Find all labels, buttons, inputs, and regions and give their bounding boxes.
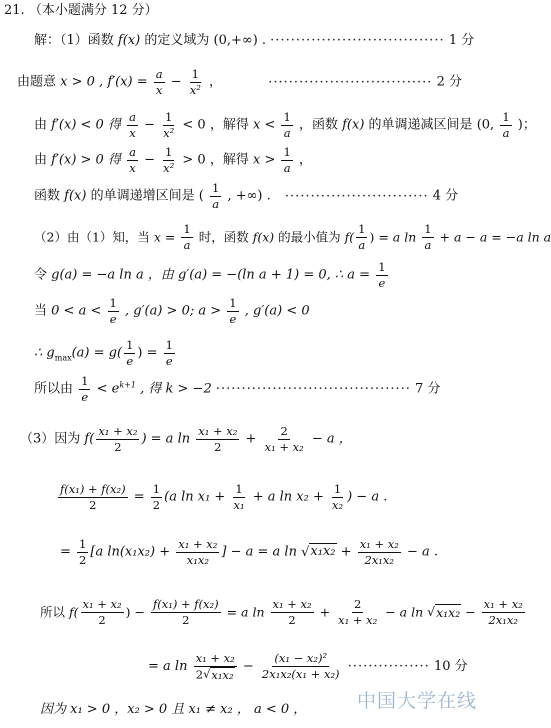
fraction-1-over-x2: $\frac{1}{\text{x²}}$ [189,67,201,97]
problem-number: 21. [4,3,25,18]
problem-header [4,3,158,20]
part3-because-line: 因为 x₁ > 0 ，x₂ > 0 且 x₁ ≠ x₂ ， a < 0 ， [40,702,307,717]
part1-derivative-line: 由题意 x > 0 , f′(x) = $\frac{a}{x}$ − $\frac{1}{\text{x²}}$ ， ································ 2 分 [17,67,462,97]
part2-g-mono-line: 当 0 < a < $\frac{1}{e}$ , g′(a) > 0; a > $\frac{1}{e}$ , g′(a) < 0 [34,296,310,326]
part2-g-def-line: 令 g(a) = −a ln a ，由 g′(a) = −(ln a + 1) = 0, ∴ a = $\frac{1}{e}$ [34,260,386,290]
part3-difference-line: 所以 f( $\frac{\text{x₁ + x₂}}{2}$ ) − $\frac{\text{f(x₁) + f(x₂)}}{2}$ = a ln $\frac{\text{x₁ + x₂}}{2}$ + $\frac{2}{\text{x₁ + x₂}}$ − a ln √x₁x₂ − $\frac{\text{x₁ + x₂}}{\text{2x₁x₂}}$ [40,597,523,627]
score-2: 2 分 [436,74,462,90]
part1-inc-interval-line: 函数 f(x) 的单调递增区间是 ( $\frac{1}{a}$ , +∞) . ···························· 4 分 [34,181,459,211]
score-7: 7 分 [415,381,441,397]
score-1: 1 分 [448,33,475,48]
watermark-logo: 中国大学在线 [357,690,478,712]
fraction-a-over-x: $\frac{a}{x}$ [155,67,163,97]
score-4: 4 分 [432,188,459,204]
part2-g-max-line: ∴ $g_{max}(a) = g$( $\frac{1}{e}$ ) = $\frac{1}{e}$ [34,338,173,368]
part3-intro-line: （3）因为 f( $\frac{\text{x₁ + x₂}}{2}$ ) = a ln $\frac{\text{x₁ + x₂}}{2}$ + $\frac{2}{\text{x₁ + x₂}}$ − a ， [20,424,352,454]
part2-min-line: （2）由（1）知，当 x = $\frac{1}{a}$ 时，函数 f(x) 的最小值为 f( $\frac{1}{a}$ ) = a ln $\frac{1}{a}$ + a − a = −a ln a [34,222,551,252]
part3-simplified-line: = $\frac{1}{2}$ [a ln(x₁x₂) + $\frac{\text{x₁ + x₂}}{\text{x₁x₂}}$ ] − a = a ln √x₁x₂ + $\frac{\text{x₁ + x₂}}{\text{2x₁x₂}}$ − a . [60,537,439,567]
score-10: 10 分 [433,658,468,674]
part3-avg-line: $\frac{\text{f(x₁) + f(x₂)}}{2}$ = $\frac{1}{2}$ (a ln x₁ + $\frac{1}{\text{x₁}}$ + a ln x₂ + $\frac{1}{\text{x₂}}$ ) − a . [60,482,388,512]
part3-final-line: = a ln $\frac{\text{x₁ + x₂}}{\text{2√x₁x₂}}$ − $\frac{\text{(x₁ − x₂)²}}{\text{2x₁x₂(x₁ + x₂)}}$ ················ 10 分 [148,651,468,682]
part1-increasing-line: 由 f′(x) > 0 得 $\frac{a}{x}$ − $\frac{1}{\text{x²}}$ > 0 ，解得 x > $\frac{1}{a}$ ， [34,145,312,175]
part2-k-line: 所以由 $\frac{1}{e}$ < $e^{k+1}$ , 得 k > −2 ······································ 7 分 [34,374,441,404]
problem-points: （本小题满分 12 分） [28,3,158,18]
part1-decreasing-line: 由 f′(x) < 0 得 $\frac{a}{x}$ − $\frac{1}{\text{x²}}$ < 0 ，解得 x < $\frac{1}{a}$ ，函数 f(x) 的单调递减区间是 (0, $\frac{1}{a}$ )； [34,110,536,140]
part1-domain-line: 解：（1）函数 f(x) 的定义域为 (0,+∞) . ·································· 1 分 [34,33,475,48]
